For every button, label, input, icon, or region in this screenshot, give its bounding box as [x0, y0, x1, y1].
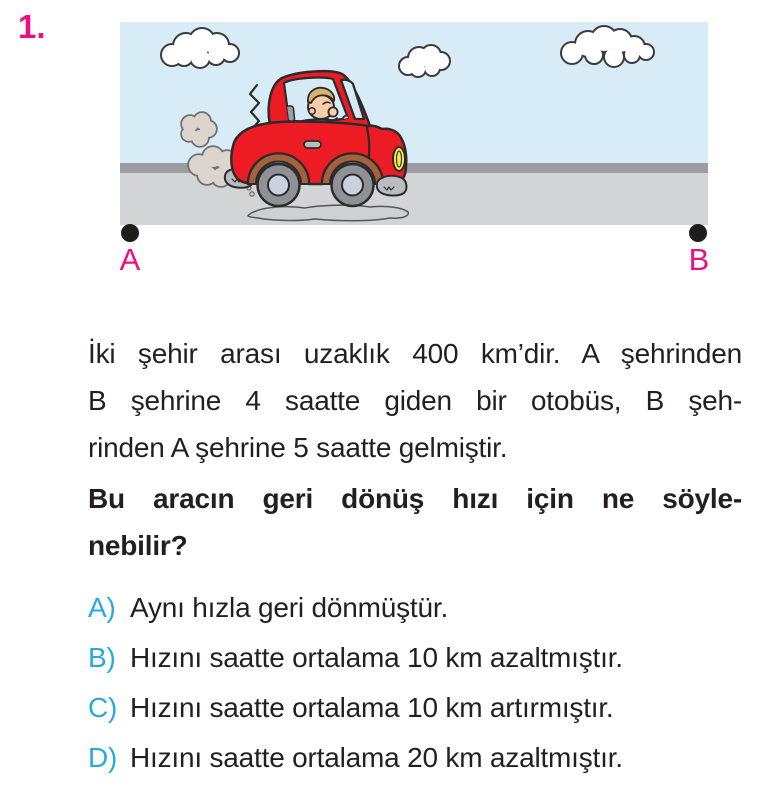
- door-handle: [304, 141, 321, 148]
- option-c[interactable]: [88, 683, 614, 733]
- option-a[interactable]: [88, 583, 448, 633]
- car-scene-svg: [120, 22, 708, 225]
- question-text: [88, 330, 742, 471]
- option-a-letter: A): [88, 592, 116, 623]
- point-a-dot: [121, 224, 139, 242]
- option-c-letter: C): [88, 692, 118, 723]
- question-text-line: İki şehir arası uzaklık 400 km’dir. A şehrinden: [88, 338, 742, 369]
- question-stem-line: Bu aracın geri dönüş hızı için ne söyle-: [88, 483, 742, 514]
- option-b[interactable]: [88, 633, 623, 683]
- option-a-text: Aynı hızla geri dönmüştür.: [130, 592, 449, 623]
- front-bumper: [377, 176, 407, 196]
- road-scene-illustration: [120, 22, 708, 225]
- option-d-letter: D): [88, 742, 118, 773]
- option-b-text: Hızını saatte ortalama 10 km azaltmıştır.: [130, 642, 623, 673]
- option-b-letter: B): [88, 642, 116, 673]
- point-b-dot: [689, 224, 707, 242]
- question-number: 1.: [18, 8, 46, 45]
- option-c-text: Hızını saatte ortalama 10 km artırmıştır.: [130, 692, 614, 723]
- question-text-line: rinden A şehrine 5 saatte gelmiştir.: [88, 432, 508, 463]
- question-text-line: B şehrine 4 saatte giden bir otobüs, B şeh-: [88, 385, 742, 416]
- option-d-text: Hızını saatte ortalama 20 km azaltmıştır.: [130, 742, 623, 773]
- point-a-label: A: [119, 242, 141, 277]
- puddle: [248, 205, 408, 221]
- question-stem: [88, 475, 742, 569]
- option-d[interactable]: [88, 733, 623, 783]
- question-stem-line: nebilir?: [88, 530, 188, 561]
- point-b-label: B: [688, 242, 710, 277]
